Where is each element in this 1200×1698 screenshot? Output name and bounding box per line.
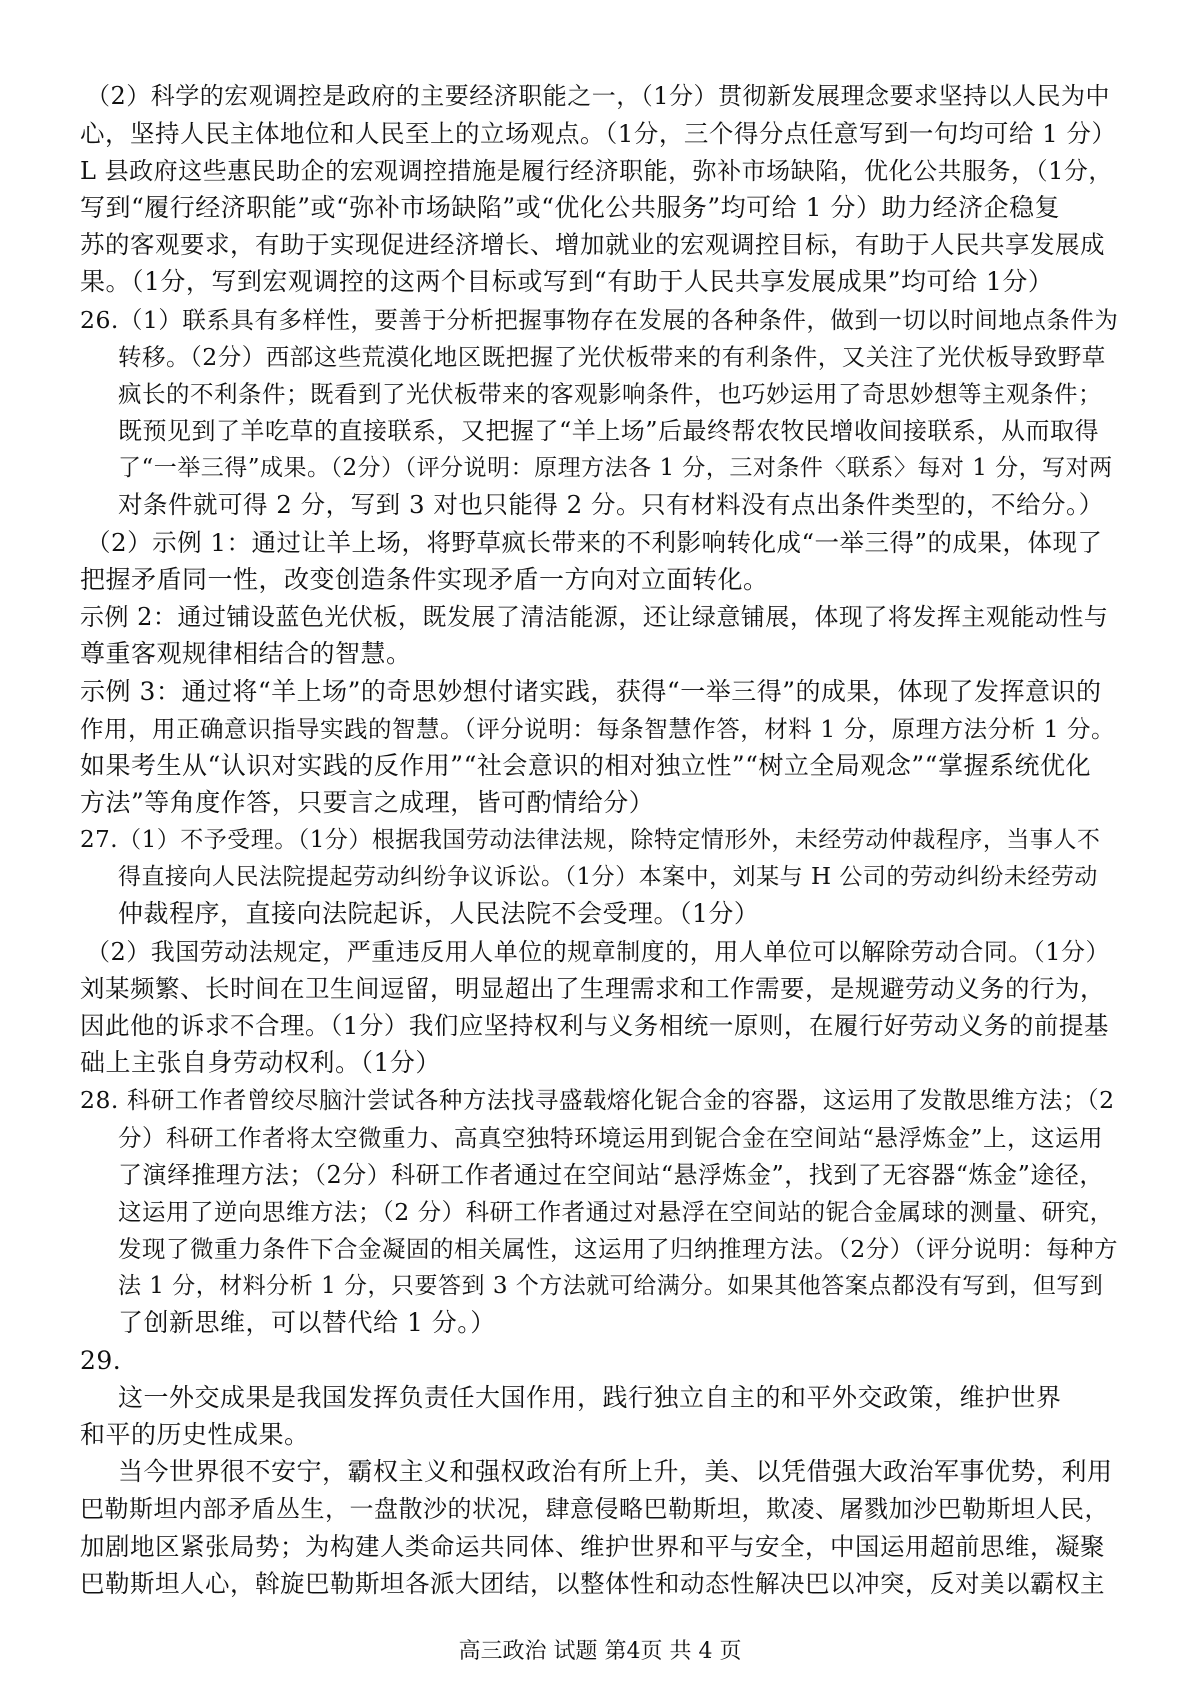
text-line: 26.（1）联系具有多样性，要善于分析把握事物存在发展的各种条件，做到一切以时间地点条件为 [80, 306, 1119, 334]
text-line: 心，坚持人民主体地位和人民至上的立场观点。（1分，三个得分点任意写到一句均可给 1 分） [80, 119, 1117, 148]
text-line: 刘某频繁、长时间在卫生间逗留，明显超出了生理需求和工作需要，是规避劳动义务的行为， [80, 974, 1105, 1003]
text-line: （2）我国劳动法规定，严重违反用人单位的规章制度的，用人单位可以解除劳动合同。（1分） [86, 938, 1111, 966]
text-line: 了“一举三得”成果。（2分）（评分说明：原理方法各 1 分，三对条件〈联系〉每对 1 分，写对两 [118, 455, 1113, 481]
text-line: 了创新思维，可以替代给 1 分。） [118, 1308, 496, 1337]
text-line: 对条件就可得 2 分，写到 3 对也只能得 2 分。只有材料没有点出条件类型的，不给分。） [118, 490, 1104, 519]
text-line: 得直接向人民法院提起劳动纠纷争议诉讼。（1分）本案中，刘某与 H 公司的劳动纠纷未经劳动 [118, 864, 1098, 890]
text-line: 加剧地区紧张局势；为构建人类命运共同体、维护世界和平与安全，中国运用超前思维，凝聚 [80, 1532, 1105, 1561]
text-line: 这一外交成果是我国发挥负责任大国作用，践行独立自主的和平外交政策，维护世界 [118, 1383, 1062, 1412]
text-line: 27.（1）不予受理。（1分）根据我国劳动法律法规，除特定情形外，未经劳动仲裁程序，当事人不 [80, 827, 1101, 853]
text-line: 29. [80, 1346, 122, 1375]
text-line: 因此他的诉求不合理。（1分）我们应坚持权利与义务相统一原则，在履行好劳动义务的前提基 [80, 1011, 1109, 1040]
text-line: 分）科研工作者将太空微重力、高真空独特环境运用到铌合金在空间站“悬浮炼金”上，这运用 [118, 1124, 1104, 1152]
text-line: 果。（1分，写到宏观调控的这两个目标或写到“有助于人民共享发展成果”均可给 1分） [80, 267, 1054, 296]
text-line: 如果考生从“认识对实践的反作用”“社会意识的相对独立性”“树立全局观念”“掌握系统优化 [80, 751, 1091, 780]
text-line: 把握矛盾同一性，改变创造条件实现矛盾一方向对立面转化。 [80, 565, 769, 594]
text-line: （2）示例 1：通过让羊上场，将野草疯长带来的不利影响转化成“一举三得”的成果，体现了 [86, 528, 1103, 557]
text-line: 示例 2：通过铺设蓝色光伏板，既发展了清洁能源，还让绿意铺展，体现了将发挥主观能动性与 [80, 603, 1109, 631]
text-line: 尊重客观规律相结合的智慧。 [80, 639, 412, 668]
text-line: 这运用了逆向思维方法；（2 分）科研工作者通过对悬浮在空间站的铌合金属球的测量、研究， [118, 1198, 1114, 1226]
text-line: 当今世界很不安宁，霸权主义和强权政治有所上升，美、以凭借强大政治军事优势，利用 [118, 1457, 1113, 1486]
text-line: 写到“履行经济职能”或“弥补市场缺陷”或“优化公共服务”均可给 1 分）助力经济企稳复 [80, 193, 1060, 222]
text-line: 和平的历史性成果。 [80, 1420, 310, 1449]
text-line: L 县政府这些惠民助企的宏观调控措施是履行经济职能，弥补市场缺陷，优化公共服务，（1分， [80, 157, 1113, 185]
text-line: 法 1 分，材料分析 1 分，只要答到 3 个方法就可给满分。如果其他答案点都没有写到，但写到 [118, 1273, 1104, 1299]
text-line: 发现了微重力条件下合金凝固的相关属性，这运用了归纳推理方法。（2分）（评分说明：每种方 [118, 1235, 1118, 1263]
text-line: 仲裁程序，直接向法院起诉，人民法院不会受理。（1分） [118, 899, 760, 928]
page-footer: 高三政治 试题 第4页 共 4 页 [458, 1639, 742, 1664]
text-line: 疯长的不利条件；既看到了光伏板带来的客观影响条件，也巧妙运用了奇思妙想等主观条件； [118, 380, 1102, 408]
text-line: 方法”等角度作答，只要言之成理，皆可酌情给分） [80, 788, 655, 817]
text-line: 了演绎推理方法；（2分）科研工作者通过在空间站“悬浮炼金”，找到了无容器“炼金”途径， [118, 1161, 1104, 1189]
text-line: 巴勒斯坦内部矛盾丛生，一盘散沙的状况，肆意侵略巴勒斯坦，欺凌、屠戮加沙巴勒斯坦人民， [80, 1495, 1109, 1523]
text-line: 28. 科研工作者曾绞尽脑汁尝试各种方法找寻盛载熔化铌合金的容器，这运用了发散思维方法；（2 [80, 1086, 1115, 1114]
text-line: 础上主张自身劳动权利。（1分） [80, 1048, 441, 1077]
text-line: 示例 3：通过将“羊上场”的奇思妙想付诸实践，获得“一举三得”的成果，体现了发挥意识的 [80, 677, 1102, 706]
text-line: 巴勒斯坦人心，斡旋巴勒斯坦各派大团结，以整体性和动态性解决巴以冲突，反对美以霸权主 [80, 1569, 1105, 1598]
text-line: （2）科学的宏观调控是政府的主要经济职能之一，（1分）贯彻新发展理念要求坚持以人民为中 [86, 82, 1111, 110]
text-line: 苏的客观要求，有助于实现促进经济增长、增加就业的宏观调控目标，有助于人民共享发展成 [80, 230, 1105, 259]
text-line: 转移。（2分）西部这些荒漠化地区既把握了光伏板带来的有利条件，又关注了光伏板导致野草 [118, 343, 1106, 371]
text-line: 既预见到了羊吃草的直接联系，又把握了“羊上场”后最终帮农牧民增收间接联系，从而取得 [118, 417, 1100, 445]
text-line: 作用，用正确意识指导实践的智慧。（评分说明：每条智慧作答，材料 1 分，原理方法分析 1 分。 [80, 715, 1116, 743]
